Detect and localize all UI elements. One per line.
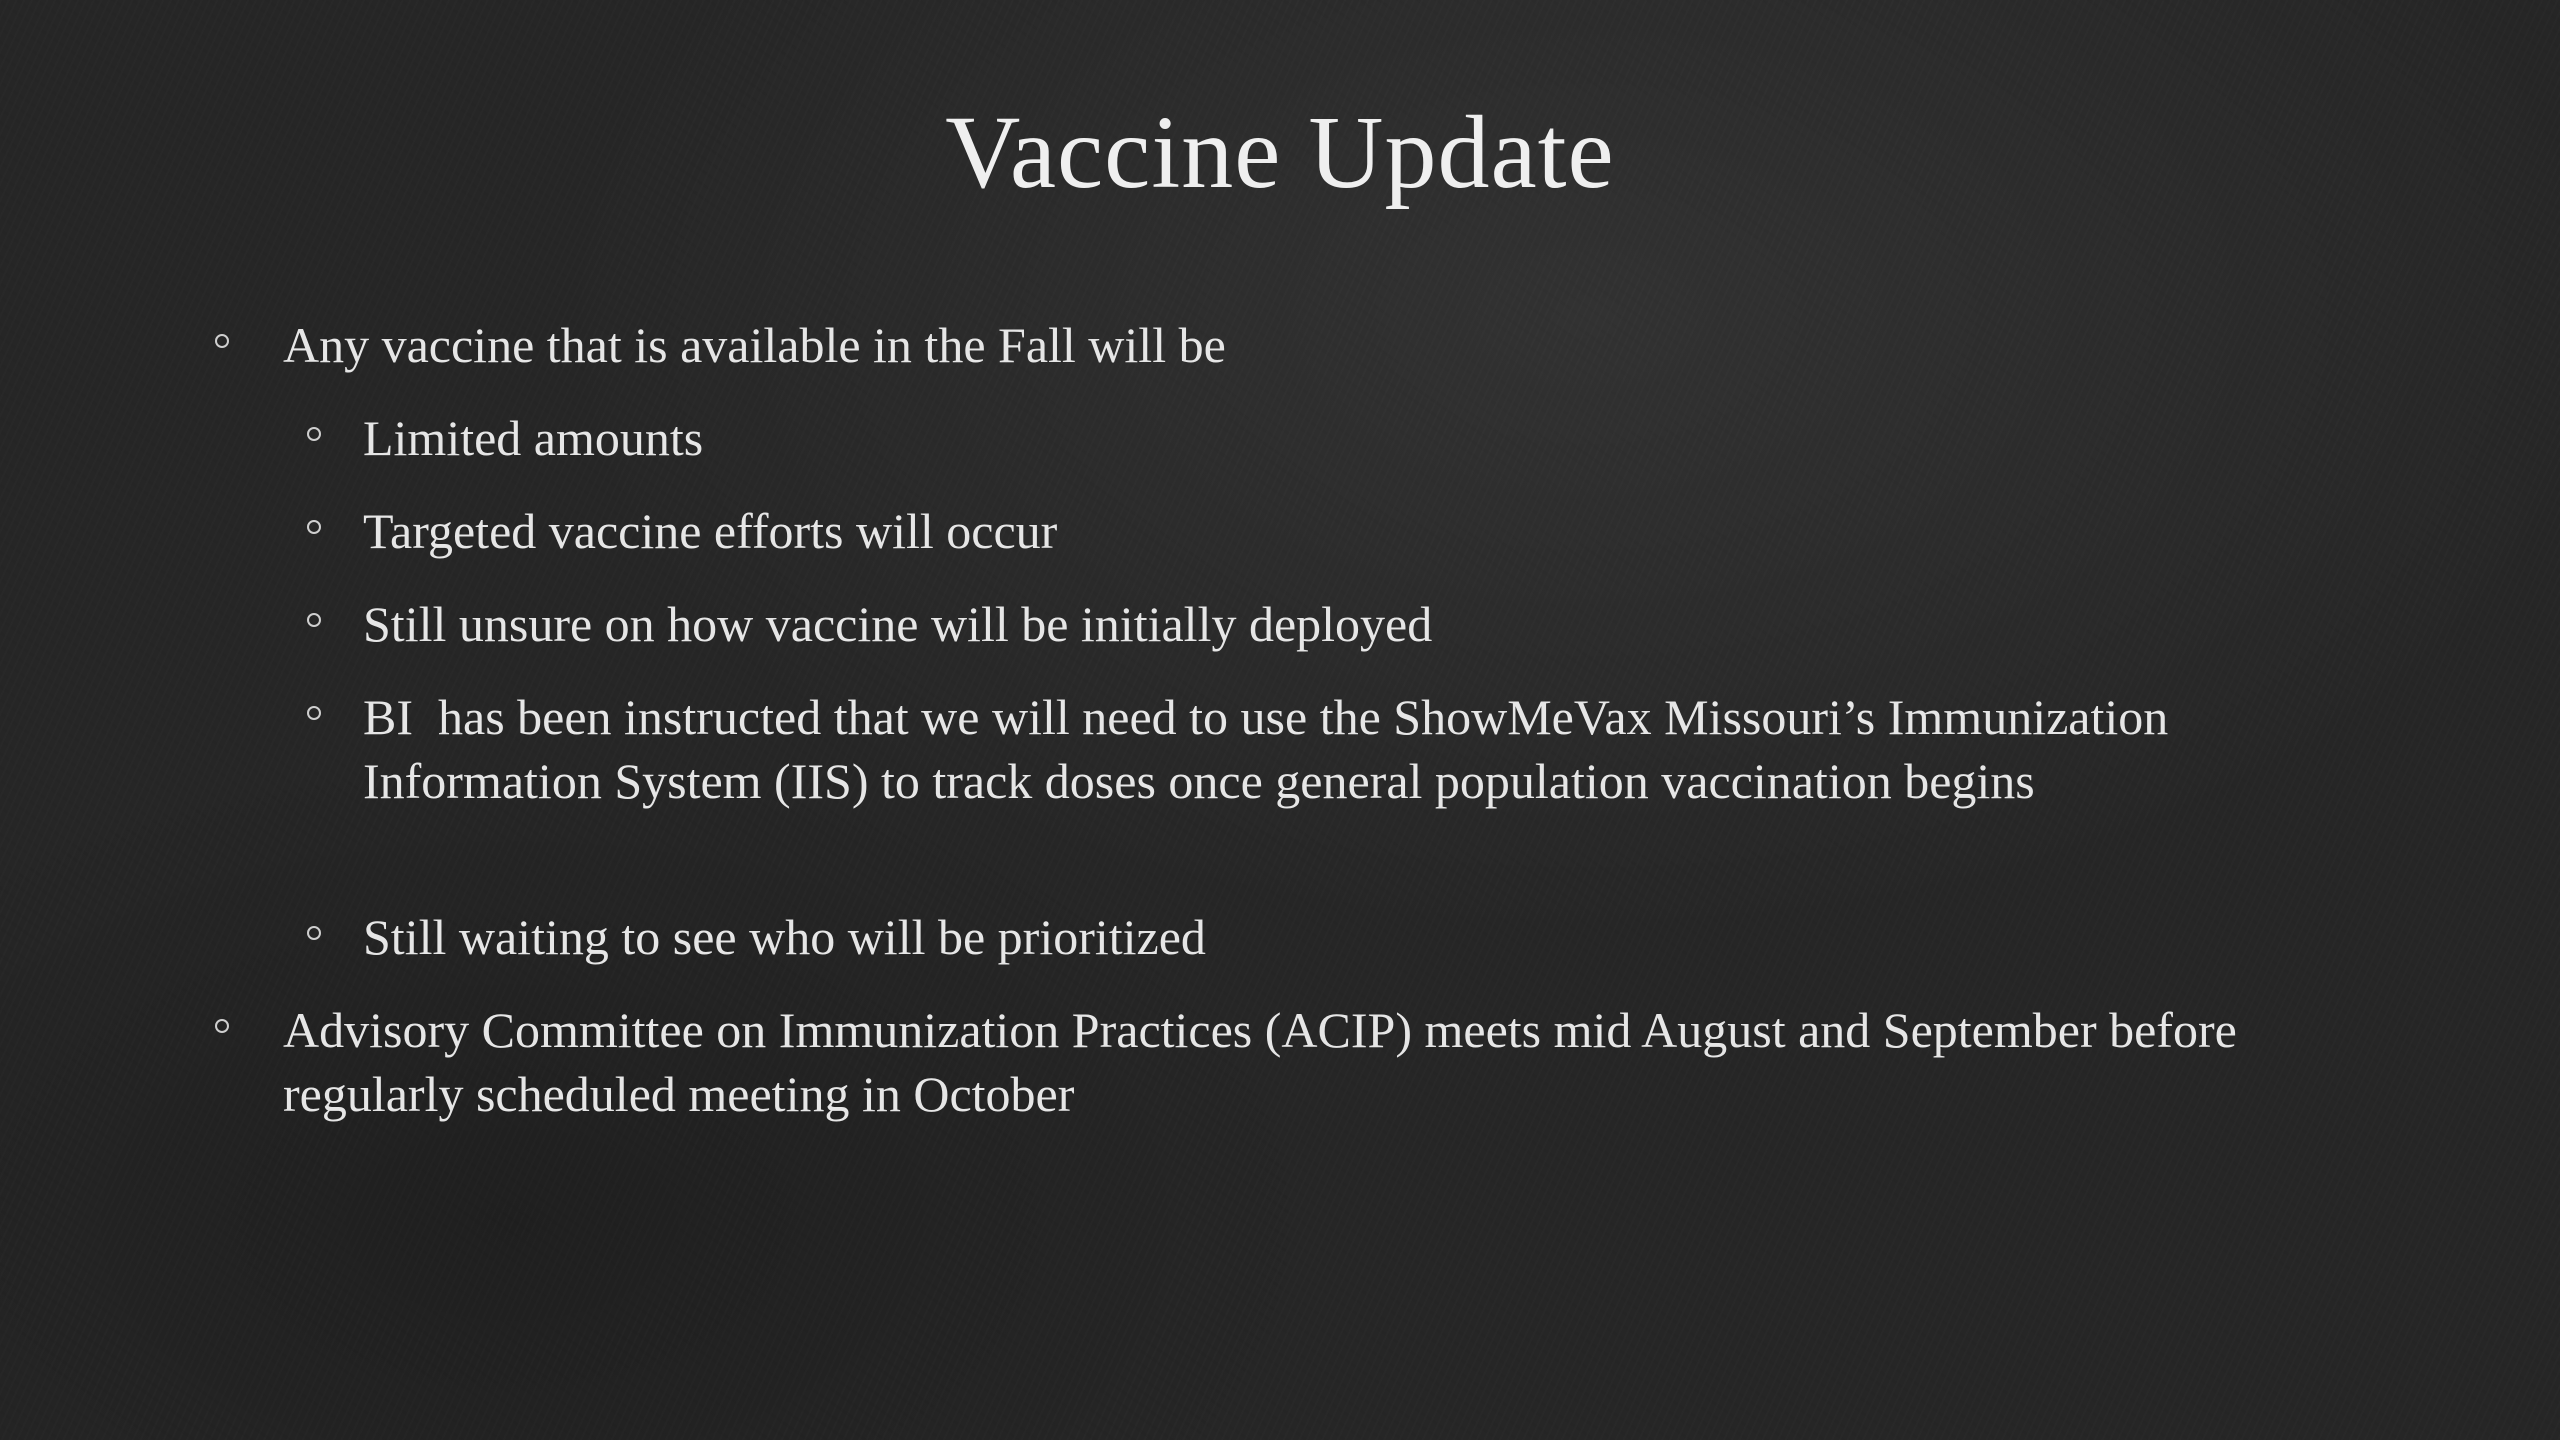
hollow-circle-bullet-icon bbox=[215, 334, 229, 348]
bullet-text: Still unsure on how vaccine will be initially deployed bbox=[363, 596, 1433, 652]
bullet-item-limited-amounts bbox=[363, 406, 2343, 470]
hollow-circle-bullet-icon bbox=[307, 613, 321, 627]
bullet-text: Limited amounts bbox=[363, 410, 704, 466]
bullet-text: BI has been instructed that we will need to use the ShowMeVax Missouri’s Immunization Information System (IIS) to track doses once general population vaccination begins bbox=[363, 689, 2181, 809]
hollow-circle-bullet-icon bbox=[307, 926, 321, 940]
bullet-item-showmevax-iis bbox=[363, 685, 2263, 813]
bullet-item-acip-meetings bbox=[283, 998, 2363, 1126]
bullet-text: Advisory Committee on Immunization Practices (ACIP) meets mid August and September before regularly scheduled meeting in October bbox=[283, 1002, 2250, 1122]
bullet-text: Still waiting to see who will be prioritized bbox=[363, 909, 1206, 965]
hollow-circle-bullet-icon bbox=[307, 706, 321, 720]
bullet-text: Any vaccine that is available in the Fall will be bbox=[283, 317, 1226, 373]
hollow-circle-bullet-icon bbox=[307, 427, 321, 441]
bullet-item-targeted-efforts bbox=[363, 499, 2343, 563]
bullet-item-deployment-unsure bbox=[363, 592, 2343, 656]
bullet-item-prioritization bbox=[363, 905, 2343, 969]
slide-title: Vaccine Update bbox=[945, 95, 1615, 210]
hollow-circle-bullet-icon bbox=[307, 520, 321, 534]
bullet-text: Targeted vaccine efforts will occur bbox=[363, 503, 1058, 559]
hollow-circle-bullet-icon bbox=[215, 1019, 229, 1033]
bullet-item-fall-vaccine bbox=[283, 313, 2383, 377]
